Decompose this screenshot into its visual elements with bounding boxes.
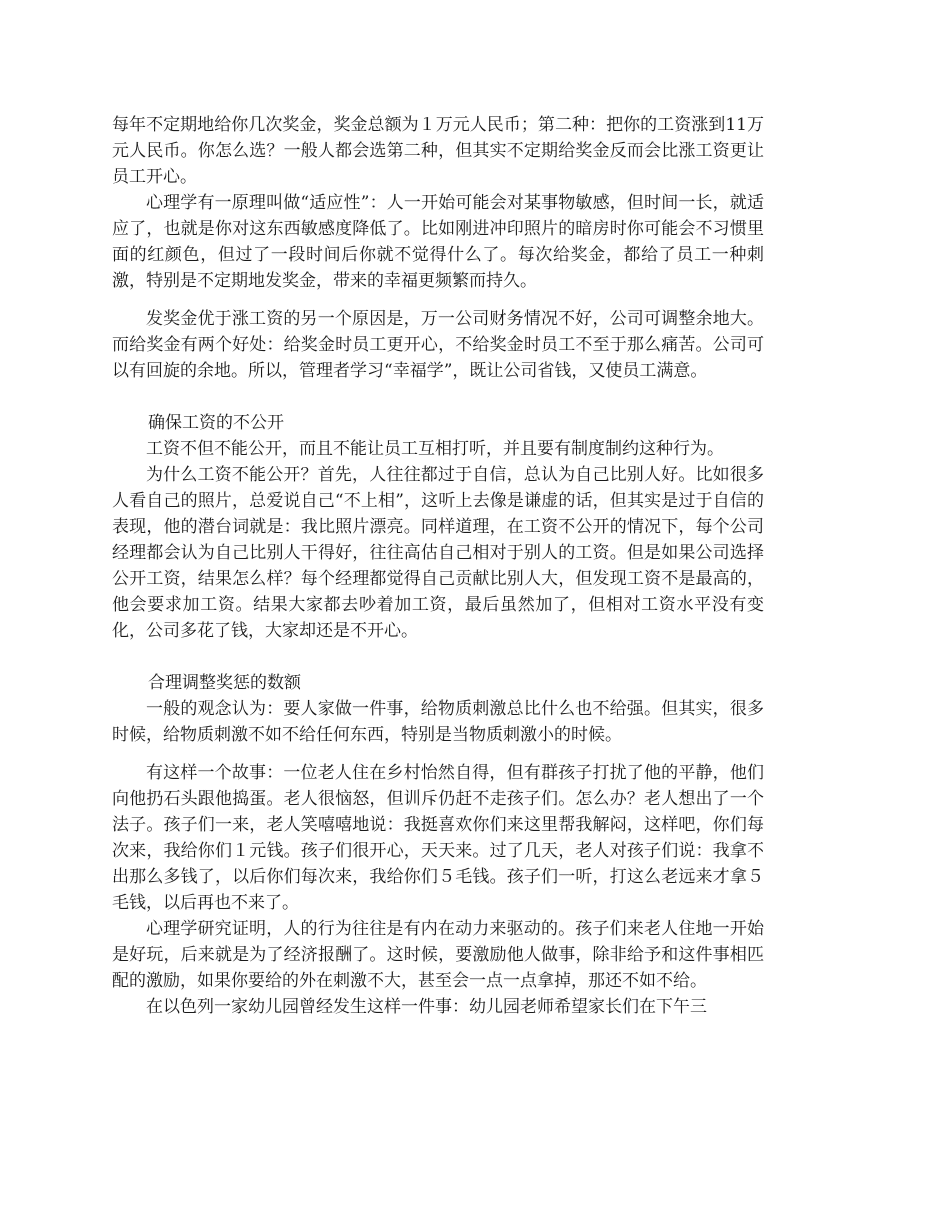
paragraph-6: 一般的观念认为：要人家做一件事，给物质刺激总比什么也不给强。但其实，很多时候，给物质刺激不如不给任何东西，特别是当物质刺激小的时候。 [112,699,764,745]
paragraph-9: 在以色列一家幼儿园曾经发生这样一件事：幼儿园老师希望家长们在下午三 [146,997,707,1017]
section-heading-2: 合理调整奖惩的数额 [148,673,301,693]
paragraph-1: 每年不定期地给你几次奖金，奖金总额为１万元人民币；第二种：把你的工资涨到11万元人民币。你怎么选？一般人都会选第二种，但其实不定期给奖金反而会比涨工资更让员工开心。 [112,115,764,187]
paragraph-3: 发奖金优于涨工资的另一个原因是，万一公司财务情况不好，公司可调整余地大。而给奖金有两个好处：给奖金时员工更开心，不给奖金时员工不至于那么痛苦。公司可以有回旋的余地。所以，管理者学习“幸福学”，既让公司省钱，又使员工满意。 [112,309,764,381]
document-page [112,112,764,1020]
paragraph-2: 心理学有一原理叫做“适应性”：人一开始可能会对某事物敏感，但时间一长，就适应了，也就是你对这东西敏感度降低了。比如刚进冲印照片的暗房时你可能会不习惯里面的红颜色，但过了一段时间后你就不觉得什么了。每次给奖金，都给了员工一种刺激，特别是不定期地发奖金，带来的幸福更频繁而持久。 [112,193,764,291]
paragraph-5: 为什么工资不能公开？首先，人往往都过于自信，总认为自己比别人好。比如很多人看自己的照片，总爱说自己“不上相”，这听上去像是谦虚的话，但其实是过于自信的表现，他的潜台词就是：我比照片漂亮。同样道理，在工资不公开的情况下，每个公司经理都会认为自己比别人干得好，往往高估自己相对于别人的工资。但是如果公司选择公开工资，结果怎么样？每个经理都觉得自己贡献比别人大，但发现工资不是最高的，他会要求加工资。结果大家都去吵着加工资，最后虽然加了，但相对工资水平没有变化，公司多花了钱，大家却还是不开心。 [112,465,764,641]
paragraph-8: 心理学研究证明，人的行为往往是有内在动力来驱动的。孩子们来老人住地一开始是好玩，后来就是为了经济报酬了。这时候，要激励他人做事，除非给予和这件事相匹配的激励，如果你要给的外在刺激不大，甚至会一点一点拿掉，那还不如不给。 [112,919,764,991]
paragraph-4: 工资不但不能公开，而且不能让员工互相打听，并且要有制度制约这种行为。 [146,439,724,459]
paragraph-7: 有这样一个故事：一位老人住在乡村怡然自得，但有群孩子打扰了他的平静，他们向他扔石头跟他捣蛋。老人很恼怒，但训斥仍赶不走孩子们。怎么办？老人想出了一个法子。孩子们一来，老人笑嘻嘻地说：我挺喜欢你们来这里帮我解闷，这样吧，你们每次来，我给你们１元钱。孩子们很开心，天天来。过了几天，老人对孩子们说：我拿不出那么多钱了，以后你们每次来，我给你们５毛钱。孩子们一听，打这么老远来才拿５毛钱，以后再也不来了。 [112,763,764,913]
section-heading-1: 确保工资的不公开 [148,413,284,433]
